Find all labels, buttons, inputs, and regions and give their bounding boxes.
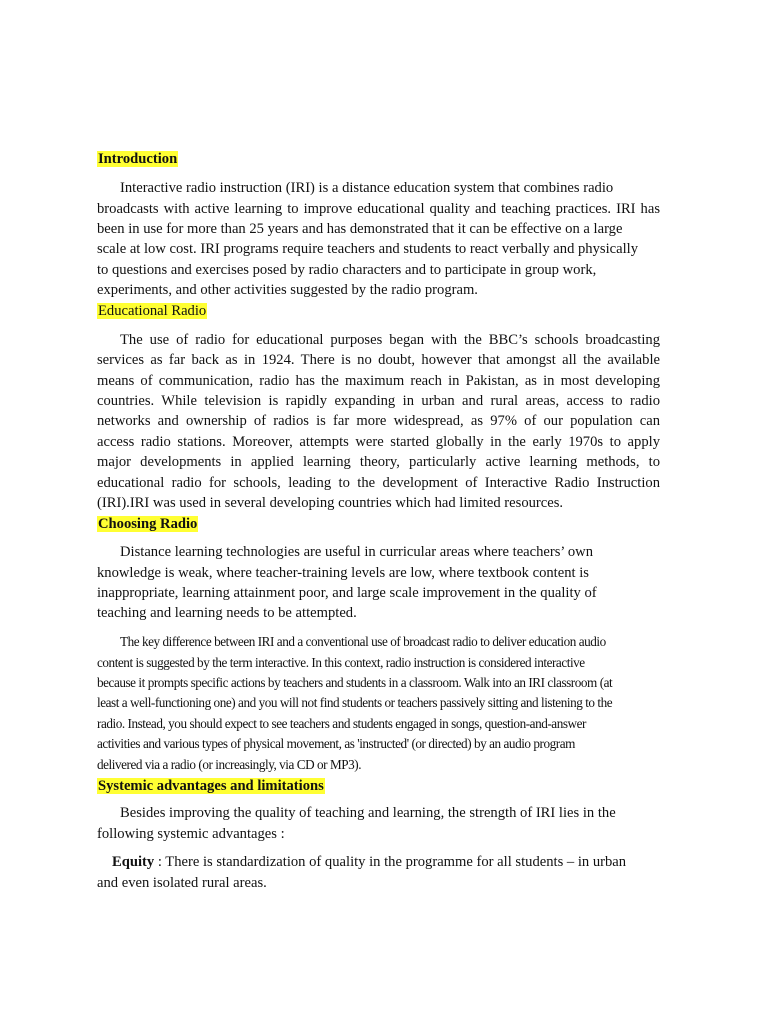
text-line: experiments, and other activities suggested by the radio program. — [97, 282, 478, 298]
equity-term: Equity — [112, 854, 155, 870]
text-line: delivered via a radio (or increasingly, via CD or MP3). — [97, 757, 362, 772]
heading-choosing-radio-text: Choosing Radio — [98, 516, 198, 532]
text-line: services as far back as in 1924. There is no doubt, however that amongst all the available — [97, 352, 660, 368]
equity-text: : There is standardization of quality in the programme for all students – in urban — [154, 854, 627, 870]
text-line: knowledge is weak, where teacher-training levels are low, where textbook content is — [97, 565, 589, 581]
text-line: to questions and exercises posed by radio characters and to participate in group work, — [97, 262, 597, 278]
heading-choosing-radio — [97, 514, 198, 534]
text-line: The use of radio for educational purposes began with the BBC’s schools broadcasting — [120, 332, 660, 348]
heading-systemic-advantages-text: Systemic advantages and limitations — [98, 778, 324, 794]
text-line: (IRI).IRI was used in several developing countries which had limited resources. — [97, 495, 564, 511]
equity-line — [112, 852, 626, 872]
text-line: Distance learning technologies are useful in curricular areas where teachers’ own — [120, 544, 593, 560]
text-line: means of communication, radio has the maximum reach in Pakistan, as in most developing — [97, 373, 660, 389]
heading-educational-radio-text: Educational Radio — [98, 303, 207, 319]
text-line: access radio stations. Moreover, attempts were started globally in the early 1970s to apply — [97, 434, 660, 450]
text-line: countries. While television is rapidly expanding in urban and rural areas, access to radio — [97, 393, 660, 409]
text-line: Besides improving the quality of teaching and learning, the strength of IRI lies in the — [120, 805, 616, 821]
heading-systemic-advantages — [97, 776, 325, 796]
text-line: radio. Instead, you should expect to see teachers and students engaged in songs, question-and-answer — [97, 716, 586, 731]
text-line: networks and ownership of radios is far more widespread, as 97% of our population can — [97, 413, 660, 429]
text-line: teaching and learning needs to be attempted. — [97, 605, 357, 621]
text-line: major developments in applied learning theory, particularly active learning methods, to — [97, 454, 660, 470]
text-line: inappropriate, learning attainment poor, and large scale improvement in the quality of — [97, 585, 597, 601]
text-line: been in use for more than 25 years and has demonstrated that it can be effective on a large — [97, 221, 623, 237]
text-line: The key difference between IRI and a conventional use of broadcast radio to deliver education audio — [120, 634, 606, 649]
text-line: least a well-functioning one) and you will not find students or teachers passively sitting and listening to the — [97, 695, 613, 710]
text-line: content is suggested by the term interactive. In this context, radio instruction is considered interactive — [97, 655, 585, 670]
text-line: following systemic advantages : — [97, 826, 285, 842]
text-line: broadcasts with active learning to improve educational quality and teaching practices. IRI has — [97, 201, 660, 217]
text-line: activities and various types of physical movement, as 'instructed' (or directed) by an audio program — [97, 736, 575, 751]
text-line: because it prompts specific actions by teachers and students in a classroom. Walk into an IRI classroom (at — [97, 675, 613, 690]
text-line: Interactive radio instruction (IRI) is a distance education system that combines radio — [120, 180, 614, 196]
heading-introduction-text: Introduction — [98, 151, 178, 167]
text-line: educational radio for schools, leading to the development of Interactive Radio Instruction — [97, 475, 660, 491]
text-line: scale at low cost. IRI programs require teachers and students to react verbally and physically — [97, 241, 638, 257]
heading-introduction — [97, 149, 178, 169]
text-line: and even isolated rural areas. — [97, 875, 267, 891]
heading-educational-radio — [97, 301, 207, 321]
